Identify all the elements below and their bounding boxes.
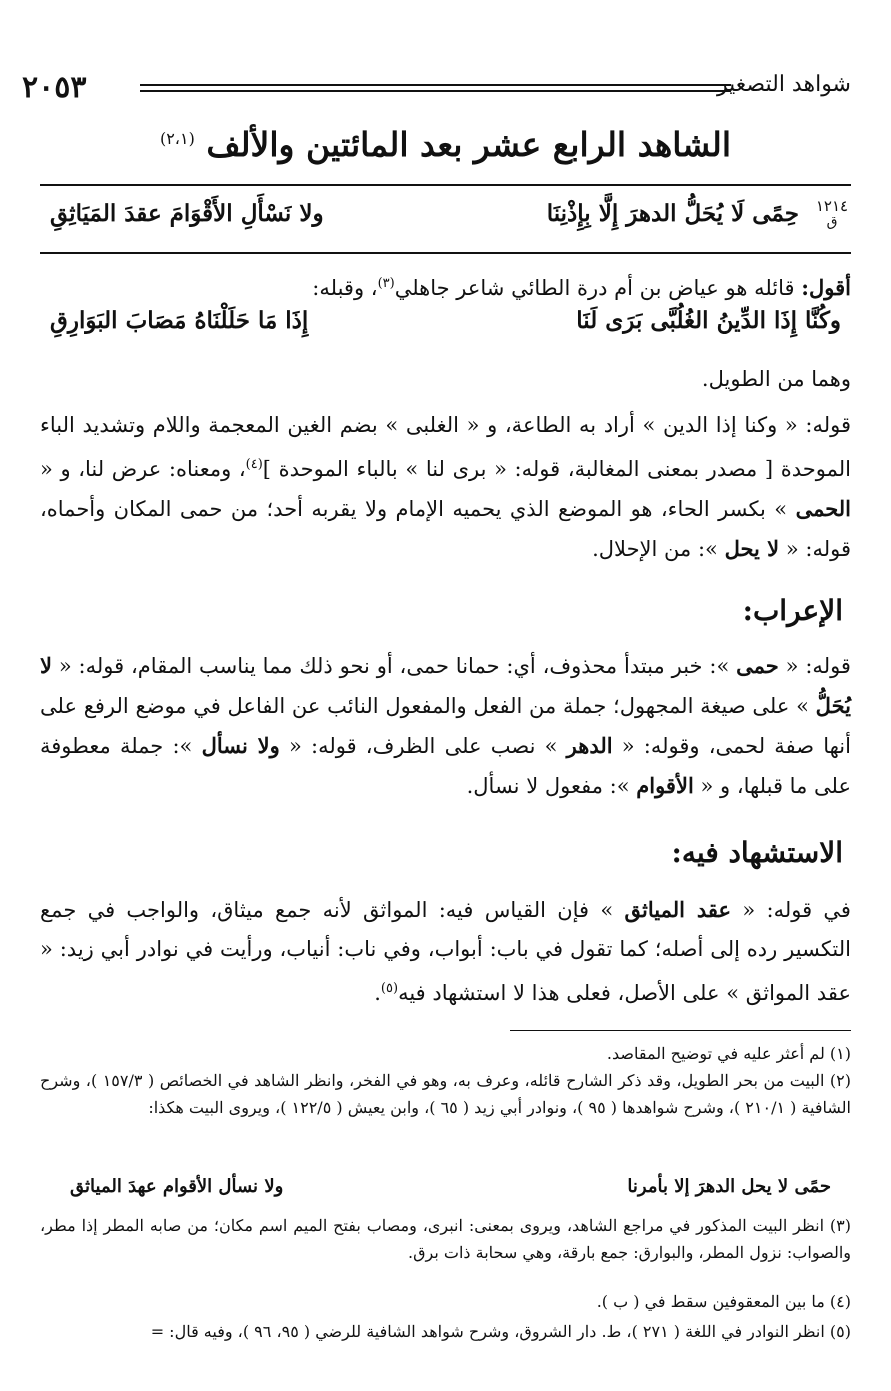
iraab-d: » نصب على الظرف، قوله: « xyxy=(288,734,558,758)
iraab-f: »: مفعول لا نسأل. xyxy=(466,774,630,798)
prev-verse-first-hemistich: وكُنَّا إِذَا الدِّينُ الغُلُبَّى بَرَى لَنَا xyxy=(576,307,841,334)
footnote-rule xyxy=(510,1030,851,1031)
istishhad-footnote-ref: (٥) xyxy=(380,981,399,996)
intro-text: قائله هو عياض بن أم درة الطائي شاعر جاهلي xyxy=(394,276,795,300)
iraab-word-5: الأقوام xyxy=(636,773,694,798)
iraab-word-4: ولا نسأل xyxy=(201,733,280,758)
istishhad-b: » فإن القياس فيه: المواثق لأنه جمع ميثاق، والواجب في جمع التكسير رده إلى أصله؛ كما تقول في باب: أبواب، وفي ناب: أنياب، ورأيت في نوادر أبي زيد: « عقد المواثق » على الأصل، فعلى هذا لا استشهاد فيه xyxy=(40,898,851,1005)
iraab-c: » على صيغة المجهول؛ جملة من الفعل والمفعول النائب عن الفاعل في موضع الرفع على أنها صفة لحمى، وقوله: « xyxy=(40,694,851,758)
commentary-word-hima: الحمى xyxy=(795,496,851,521)
iraab-word-2: لا يُحَلُّ xyxy=(40,653,851,718)
footnote-2-verse-second: ولا نسأل الأقوام عهدَ المياثق xyxy=(70,1176,284,1197)
verse-rule xyxy=(40,252,851,254)
meter-line: وهما من الطويل. xyxy=(701,367,851,391)
intro-tail: ، وقبله: xyxy=(312,276,378,300)
title-rule xyxy=(40,184,851,186)
commentary-word-la-yuhal: لا يحل xyxy=(724,536,780,561)
intro-lead: أقول: xyxy=(801,275,851,300)
istishhad-a: في قوله: « xyxy=(742,898,851,922)
istishhad-paragraph xyxy=(40,890,851,1013)
commentary-a: قوله: « وكنا إذا الدين » أراد به الطاعة، و « الغلبى » بضم الغين المعجمة واللام وتشديد الباء الموحدة [ مصدر بمعنى المغالبة، قوله: « برى لنا » بالباء الموحدة ] xyxy=(40,413,851,481)
footnote-2: (٢) البيت من بحر الطويل، وقد ذكر الشارح قائله، وعرف به، وهو في الفخر، وانظر الشاهد في الخصائص ( ١٥٧/٣ )، وشرح الشافية ( ٢١٠/١ )، وشرح شواهدها ( ٩٥ )، ونوادر أبي زيد ( ٦٥ )، وابن يعيش ( ١٢٢/٥ )، ويروى البيت هكذا: xyxy=(40,1071,852,1117)
header-double-rule xyxy=(140,84,731,92)
intro-footnote-ref: (٣) xyxy=(377,276,395,291)
commentary-d: »: من الإحلال. xyxy=(592,537,718,561)
iraab-word-1: حمى xyxy=(736,653,779,678)
chapter-title xyxy=(110,125,781,164)
footnote-4: (٤) ما بين المعقوفين سقط في ( ب ). xyxy=(596,1292,851,1311)
verse-number-tag: ق xyxy=(826,214,838,230)
iraab-heading: الإعراب: xyxy=(742,594,843,627)
verse-number xyxy=(813,198,851,230)
iraab-b: »: خبر مبتدأ محذوف، أي: حمانا حمى، أو نحو ذلك مما يناسب المقام، قوله: « xyxy=(58,654,730,678)
iraab-word-3: الدهر xyxy=(566,733,613,758)
verse-second-hemistich: ولا نَسْأَلِ الأَقْوَامَ عقدَ المَيَاثِقِ xyxy=(50,200,324,227)
istishhad-c: . xyxy=(374,981,381,1005)
commentary-paragraph xyxy=(40,406,851,569)
commentary-c: » بكسر الحاء، هو الموضع الذي يحميه الإمام ولا يقربه أحد؛ من حمى المكان وأحماه، قوله: « xyxy=(40,497,851,561)
intro-paragraph xyxy=(40,264,851,308)
iraab-paragraph xyxy=(40,646,851,806)
footnote-5: (٥) انظر النوادر في اللغة ( ٢٧١ )، ط. دار الشروق، وشرح شواهد الشافية للرضي ( ٩٥، ٩٦ )، وفيه قال: = xyxy=(150,1322,851,1341)
running-header xyxy=(22,70,851,110)
page-number: ٢٠٥٣ xyxy=(22,70,87,105)
prev-verse-second-hemistich: إِذَا مَا حَلَلْنَاهُ مَصَابَ البَوَارِقِ xyxy=(50,307,309,334)
verse-number-value: ١٢١٤ xyxy=(815,197,849,215)
iraab-e: »: جملة معطوفة على ما قبلها، و « xyxy=(40,734,851,798)
title-footnote-ref: (٢،١) xyxy=(159,129,195,148)
istishhad-heading: الاستشهاد فيه: xyxy=(671,836,843,869)
commentary-b: ، ومعناه: عرض لنا، و « xyxy=(40,457,246,481)
footnote-3: (٣) انظر البيت المذكور في مراجع الشاهد، ويروى بمعنى: انبرى، ومصاب بفتح الميم اسم مكان؛ من صابه المطر إذا مطر، والصواب: نزول المطر، والبوارق: جمع بارقة، وهي سحابة ذات برق. xyxy=(40,1216,851,1262)
commentary-footnote-ref: (٤) xyxy=(245,457,263,472)
footnote-1: (١) لم أعثر عليه في توضيح المقاصد. xyxy=(606,1044,851,1063)
footnote-2-verse-first: حمًى لا يحل الدهرَ إلا بأمرنا xyxy=(627,1176,831,1197)
istishhad-word-1: عقد المياثق xyxy=(624,897,732,922)
chapter-title-text: الشاهد الرابع عشر بعد المائتين والألف xyxy=(206,125,732,164)
verse-first-hemistich: حِمًى لَا يُحَلُّ الدهرَ إِلَّا بِإِذْنِنَا xyxy=(546,200,799,227)
iraab-a: قوله: « xyxy=(785,654,851,678)
running-title: شواهد التصغير xyxy=(717,72,851,97)
